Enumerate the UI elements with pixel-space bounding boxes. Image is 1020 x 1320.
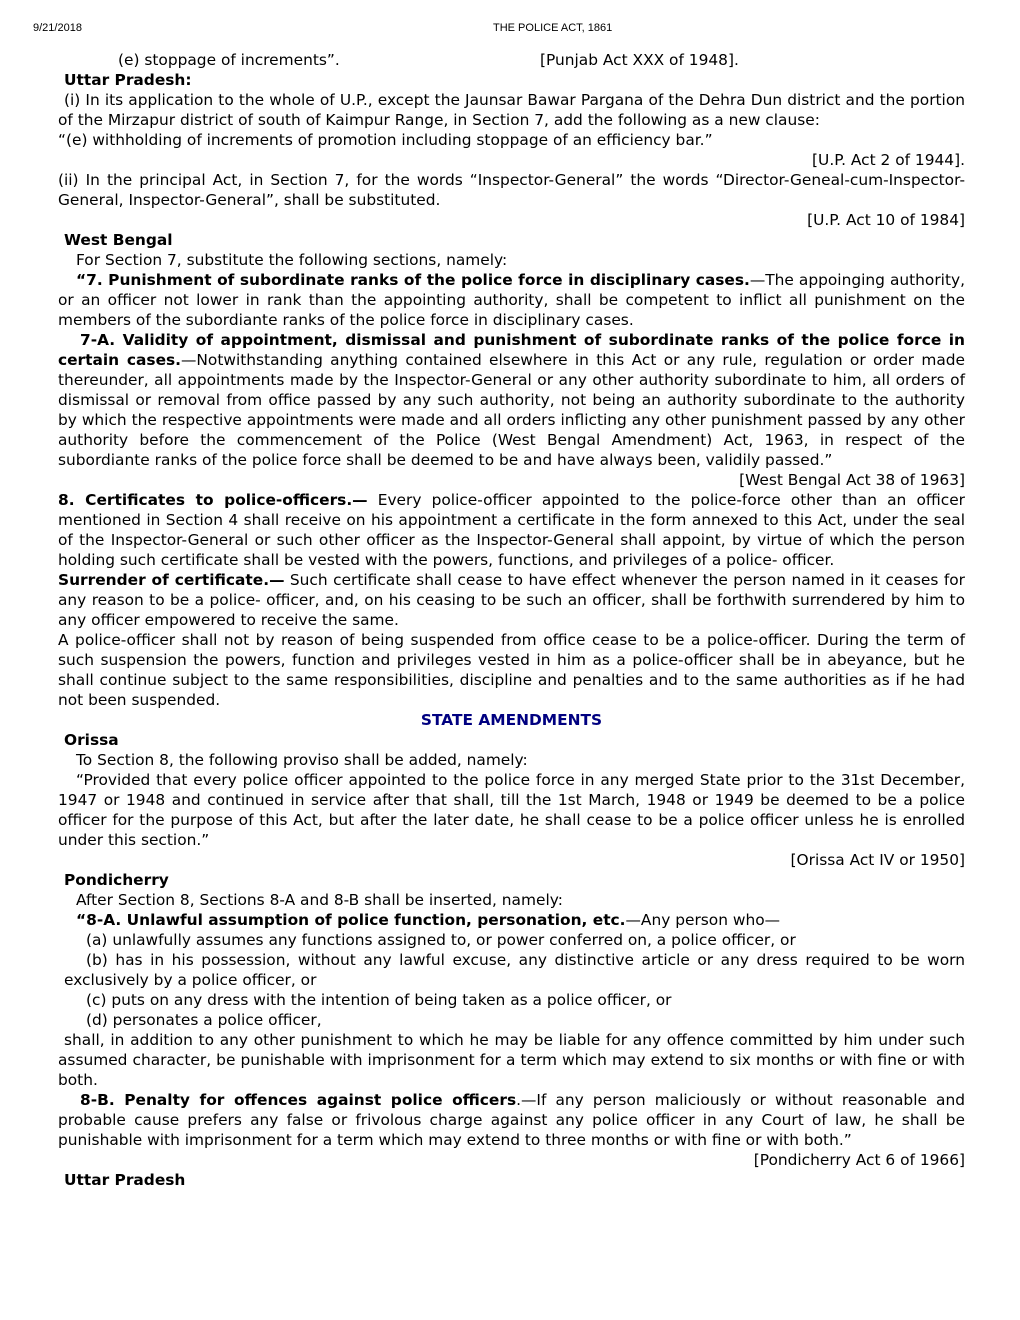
up-clause-i: (i) In its application to the whole of U.P., except the Jaunsar Bawar Pargana of the Dehra Dun district and the portion of the Mirzapur district of south of Kaimpur Range, in Section 7, add the following as a new clause: [58,91,965,129]
section-8a-title: “8-A. Unlawful assumption of police function, personation, etc. [76,911,626,929]
west-bengal-heading: West Bengal [64,231,173,249]
section-8a-item-b: (b) has in his possession, without any lawful excuse, any distinctive article or any dress required to be worn exclusively by a police officer, or [64,951,965,989]
section-8a-item-d: (d) personates a police officer, [86,1011,322,1029]
section-8b-text: .—If any person maliciously or without reasonable and probable cause prefers any false or frivolous charge against any police officer in any Court of law, he shall be punishable with imprisonment for a term which may extend to three months or with fine or with both.” [58,1091,965,1149]
west-bengal-act-reference: [West Bengal Act 38 of 1963] [739,471,965,489]
pondicherry-heading: Pondicherry [64,871,169,889]
up-act-reference-1984: [U.P. Act 10 of 1984] [807,211,965,229]
pondicherry-act-reference: [Pondicherry Act 6 of 1966] [753,1151,965,1169]
section-8-text: Every police-officer appointed to the police-force other than an officer mentioned in Section 4 shall receive on his appointment a certificate in the form annexed to this Act, under the seal of the Inspector-General or such other officer as the Inspector-General shall appoint, by virtue of which the person holding such certificate shall be vested with the powers, functions, and privileges of a police- officer. [58,491,965,569]
west-bengal-intro: For Section 7, substitute the following sections, namely: [76,251,508,269]
orissa-act-reference: [Orissa Act IV or 1950] [790,851,965,869]
section-7a-title: 7-A. Validity of appointment, dismissal and punishment of subordinate ranks of the police force in certain cases. [58,331,965,369]
section-8a-item-a: (a) unlawfully assumes any functions assigned to, or power conferred on, a police officer, or [86,931,796,949]
surrender-title: Surrender of certificate.— [58,571,285,589]
orissa-intro: To Section 8, the following proviso shall be added, namely: [76,751,528,769]
up-clause-ii: (ii) In the principal Act, in Section 7, for the words “Inspector-General” the words “Director-Geneal-cum-Inspector-General, Inspector-General”, shall be substituted. [58,171,965,209]
pondicherry-section-8b [58,1090,965,1150]
section-8 [58,490,965,570]
west-bengal-section-7a [58,330,965,470]
punjab-act-reference: [Punjab Act XXX of 1948]. [540,51,739,69]
uttar-pradesh-heading-2: Uttar Pradesh [64,1171,186,1189]
state-amendments-heading: STATE AMENDMENTS [420,711,603,729]
west-bengal-section-7 [58,270,965,330]
pondicherry-intro: After Section 8, Sections 8-A and 8-B shall be inserted, namely: [76,891,563,909]
orissa-heading: Orissa [64,731,119,749]
section-8a-tail: shall, in addition to any other punishment to which he may be liable for any offence committed by him under such assumed character, be punishable with imprisonment for a term which may extend to six months or with fine or with both. [58,1031,965,1089]
section-8-title: 8. Certificates to police-officers.— [58,491,368,509]
section-7-text: —The appoinging authority, or an officer not lower in rank than the appointing authority, shall be competent to inflict all punishment on the members of the subordiante ranks of the police force in disciplinary cases. [58,271,965,329]
pondicherry-section-8a [58,910,965,930]
orissa-proviso: “Provided that every police officer appointed to the police force in any merged State prior to the 31st December, 1947 or 1948 and continued in service after that shall, till the 1st March, 1948 or 1949 be deemed to be a police officer for the purpose of this Act, but after the later date, he shall cease to be a police officer unless he is enrolled under this section.” [58,771,965,849]
suspension-paragraph: A police-officer shall not by reason of being suspended from office cease to be a police-officer. During the term of such suspension the powers, function and privileges vested in him as a police-officer shall be in abeyance, but he shall continue subject to the same responsibilities, discipline and penalties and to the same authorities as if he had not been suspended. [58,631,965,709]
uttar-pradesh-heading: Uttar Pradesh: [64,71,192,89]
document-body [58,50,965,1190]
section-8a-lead: —Any person who— [625,911,781,929]
section-7-title: “7. Punishment of subordinate ranks of the police force in disciplinary cases. [76,271,750,289]
section-8a-item-c: (c) puts on any dress with the intention of being taken as a police officer, or [86,991,672,1009]
stoppage-clause: (e) stoppage of increments”. [118,51,340,69]
print-header-title: THE POLICE ACT, 1861 [493,22,613,34]
up-clause-e: “(e) withholding of increments of promotion including stoppage of an efficiency bar.” [58,131,713,149]
print-date: 9/21/2018 [33,22,82,34]
punjab-amendment-line [58,50,965,70]
section-8b-title: 8-B. Penalty for offences against police officers [80,1091,517,1109]
surrender-of-certificate [58,570,965,630]
section-7a-text: —Notwithstanding anything contained elsewhere in this Act or any rule, regulation or order made thereunder, all appointments made by the Inspector-General or any other authority subordinate to him, all orders of dismissal or removal from office passed by any such authority, not being an authority subordinate to the authority by which the respective appointments were made and all orders inflicting any other punishment passed by any other authority before the commencement of the Police (West Bengal Amendment) Act, 1963, in respect of the subordiante ranks of the police force shall be deemed to be and have always been, validily passed.” [58,351,965,469]
up-act-reference-1944: [U.P. Act 2 of 1944]. [812,151,965,169]
surrender-text: Such certificate shall cease to have effect whenever the person named in it ceases for any reason to be a police- officer, and, on his ceasing to be such an officer, shall be forthwith surrendered by him to any officer empowered to receive the same. [58,571,965,629]
